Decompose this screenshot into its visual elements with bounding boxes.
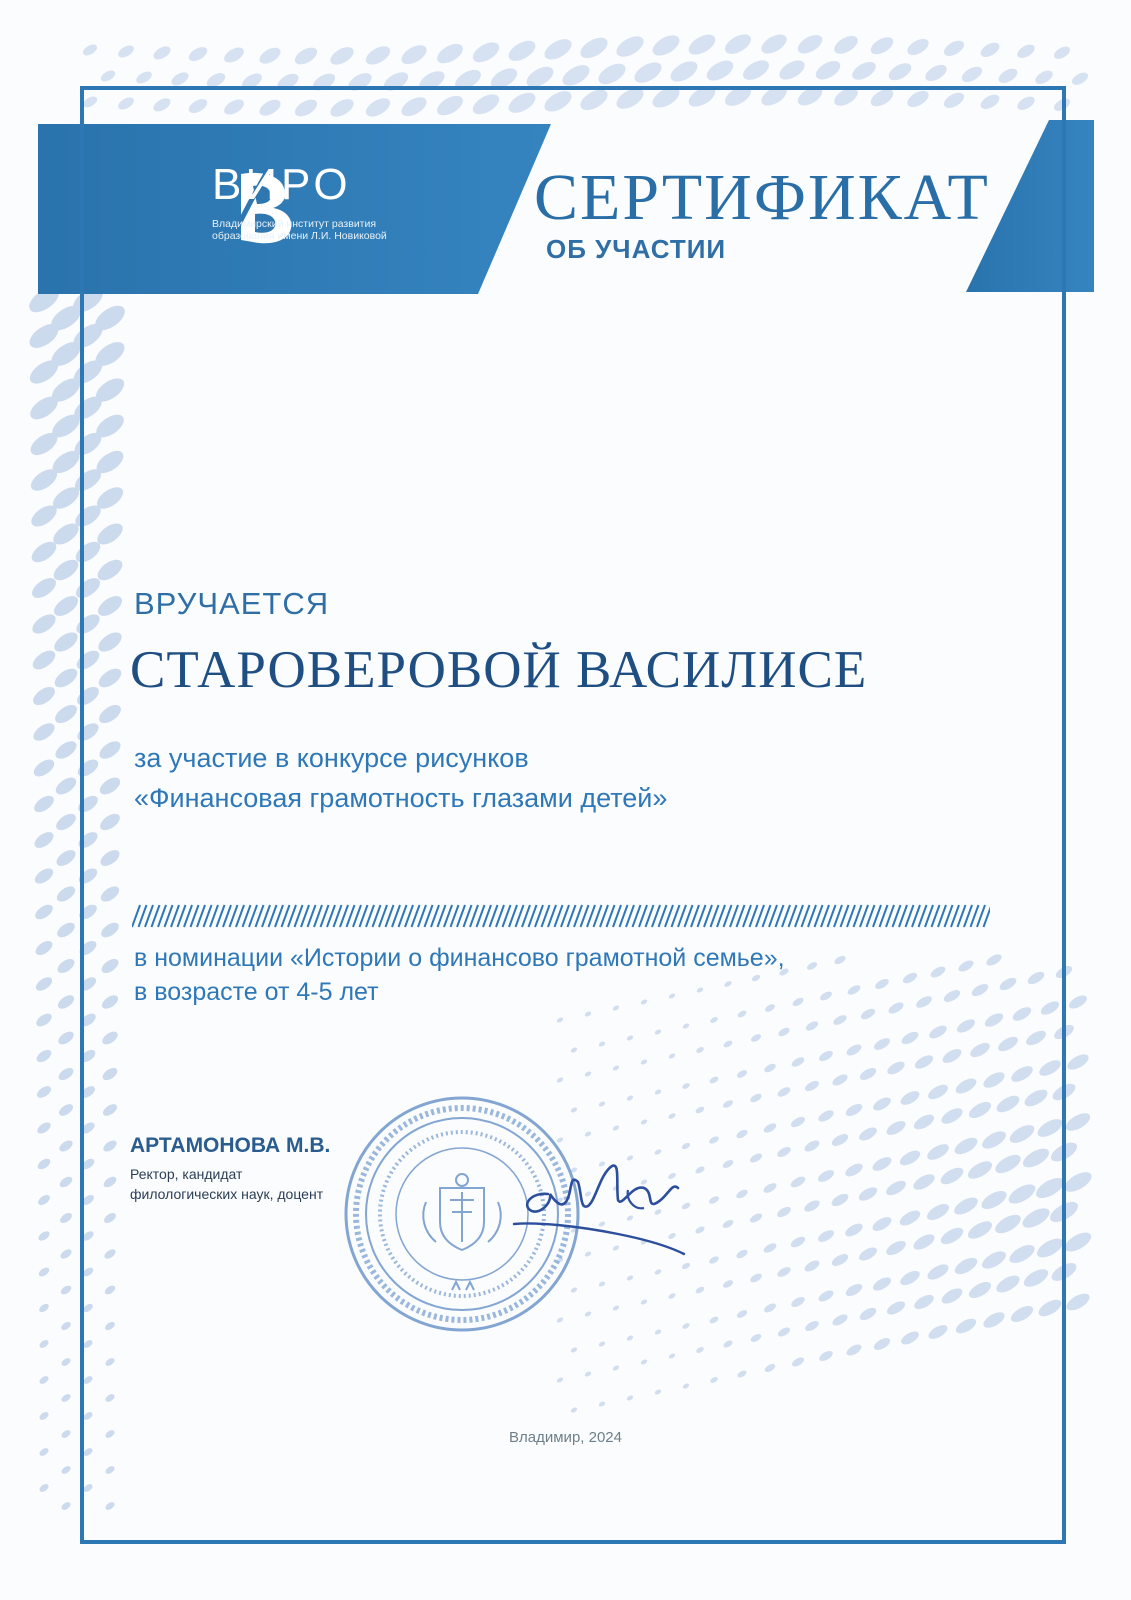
signature bbox=[508, 1154, 698, 1264]
place-and-year: Владимир, 2024 bbox=[509, 1429, 622, 1446]
signatory-role-line-1: Ректор, кандидат bbox=[130, 1166, 243, 1182]
signatory-name: АРТАМОНОВА М.В. bbox=[130, 1134, 331, 1157]
logo-wordmark: ВИРО bbox=[212, 160, 352, 209]
reason-line-1: за участие в конкурсе рисунков bbox=[134, 743, 529, 773]
nomination-line-2: в возрасте от 4-5 лет bbox=[134, 978, 379, 1006]
certificate-subtitle: ОБ УЧАСТИИ bbox=[546, 234, 727, 264]
nomination-line-1: в номинации «Истории о финансово грамотной семье», bbox=[134, 944, 785, 972]
reason-line-2: «Финансовая грамотность глазами детей» bbox=[134, 783, 668, 813]
logo-subtitle: Владимирский институт развития образования имени Л.И. Новиковой bbox=[212, 218, 387, 242]
recipient-name: СТАРОВЕРОВОЙ ВАСИЛИСЕ bbox=[130, 641, 868, 699]
certificate-title: СЕРТИФИКАТ bbox=[534, 161, 990, 234]
signatory-role bbox=[130, 1164, 323, 1204]
signatory-role-line-2: филологических наук, доцент bbox=[130, 1186, 324, 1202]
presented-to-label: ВРУЧАЕТСЯ bbox=[134, 586, 330, 621]
nomination-block bbox=[134, 941, 785, 1009]
award-reason bbox=[134, 738, 667, 818]
hatched-divider bbox=[132, 903, 990, 929]
